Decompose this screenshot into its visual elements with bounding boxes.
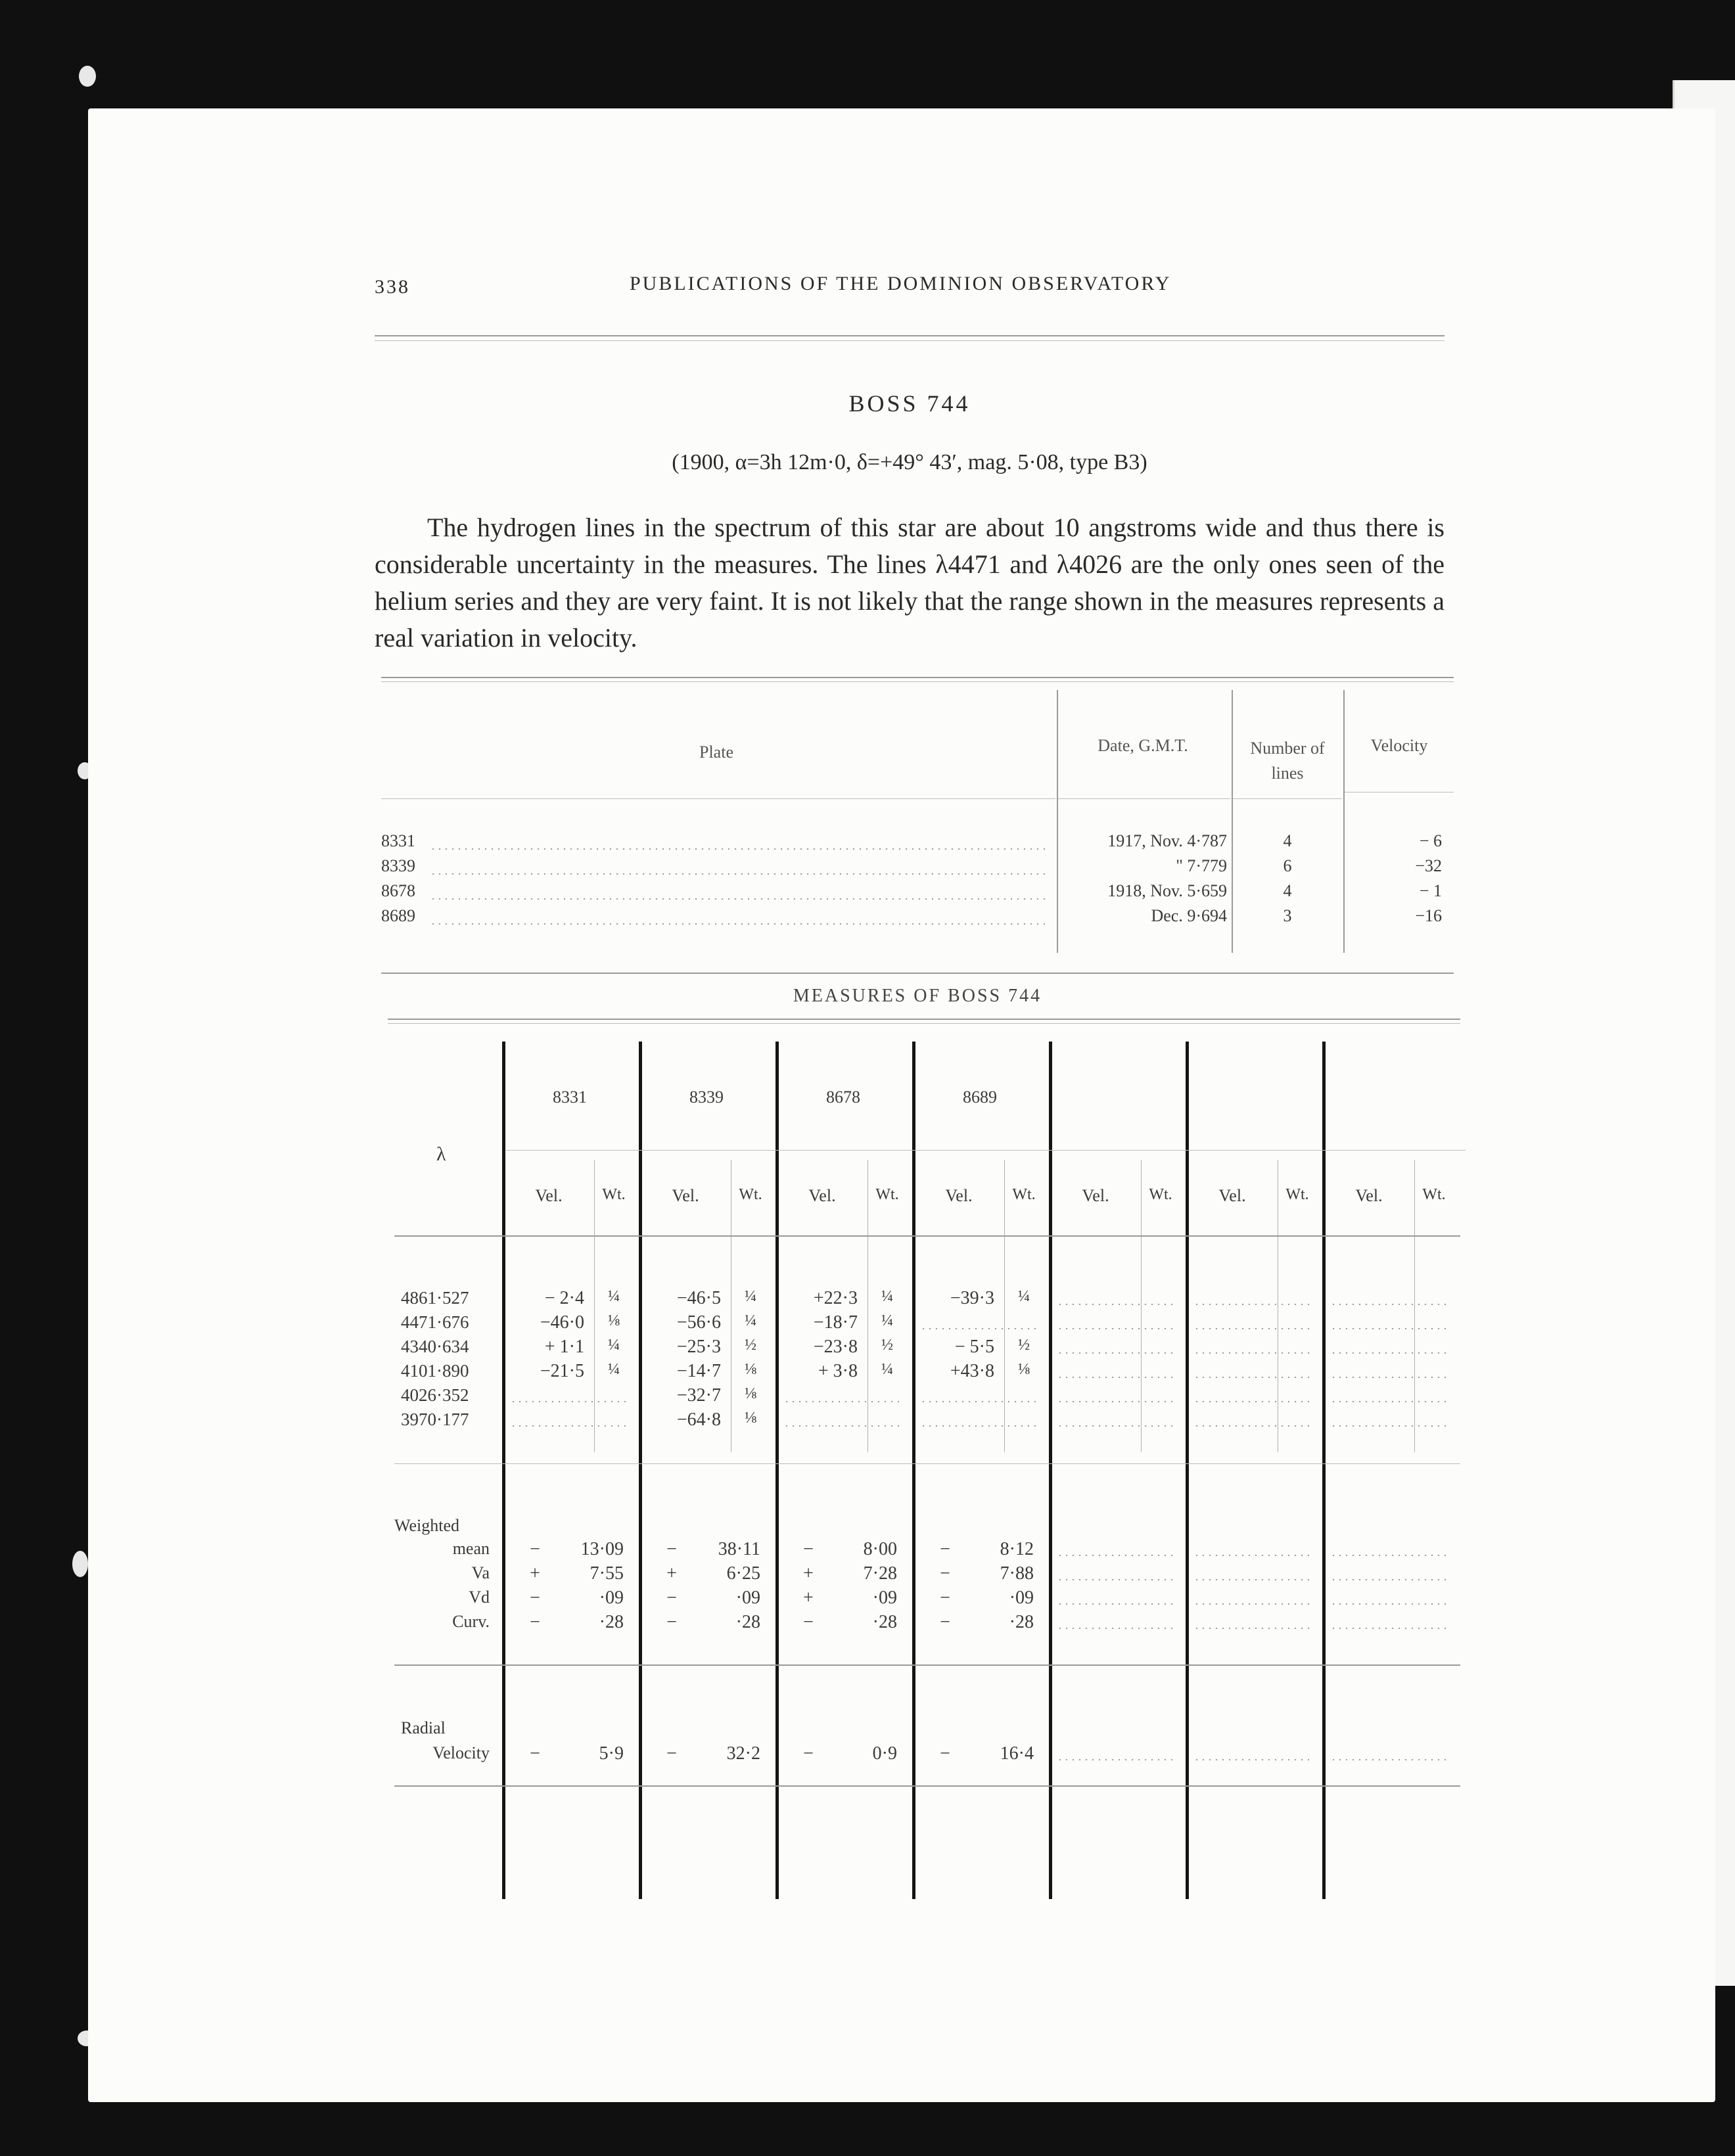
velocity-value: +22·3	[813, 1288, 858, 1308]
wavelength-label: 4340·634	[401, 1337, 469, 1356]
plate-velocity: −32	[1415, 856, 1442, 875]
star-subtitle: (1900, α=3h 12m·0, δ=+49° 43′, mag. 5·08, type B3)	[672, 450, 1147, 474]
weight-value: ¼	[608, 1288, 620, 1305]
velocity-value: − 5·5	[954, 1337, 994, 1357]
mean-label: mean	[452, 1539, 490, 1558]
summary-value: 38·11	[718, 1539, 760, 1559]
radial-sign: −	[666, 1743, 677, 1764]
summary-sign: −	[803, 1612, 814, 1632]
leader-dots	[1057, 1579, 1176, 1580]
summary-sign: +	[666, 1563, 677, 1584]
wt-column-rule	[594, 1160, 595, 1452]
summary-value: ·09	[599, 1588, 624, 1608]
plate-velocity: − 1	[1419, 881, 1442, 900]
summary-value: 7·28	[863, 1563, 897, 1584]
velocity-value: −21·5	[540, 1361, 584, 1381]
summary-sign: +	[530, 1563, 540, 1584]
weight-value: ⅛	[745, 1361, 756, 1378]
leader-dots	[1193, 1304, 1313, 1305]
wavelength-label: 4026·352	[401, 1385, 469, 1405]
plate-lines: 4	[1283, 881, 1292, 900]
weight-value: ¼	[1018, 1288, 1030, 1305]
date-header: Date, G.M.T.	[1098, 736, 1188, 755]
leader-dots	[510, 1401, 630, 1402]
velocity-value: + 3·8	[818, 1361, 858, 1381]
velocity-label: Velocity	[432, 1743, 490, 1762]
plate-velocity: −16	[1415, 906, 1442, 925]
radial-value: 5·9	[599, 1743, 624, 1764]
summary-sign: −	[530, 1588, 540, 1608]
wt-subheader: Wt.	[739, 1186, 762, 1203]
leader-dots	[430, 898, 1048, 900]
header-rule	[375, 340, 1445, 341]
summary-value: 7·88	[1000, 1563, 1034, 1584]
plate-id: 8689	[381, 906, 415, 925]
leader-dots	[1193, 1579, 1313, 1580]
velocity-value: −46·5	[676, 1288, 721, 1308]
summary-value: ·28	[599, 1612, 624, 1632]
summary-value: ·28	[735, 1612, 760, 1632]
lambda-label: λ	[436, 1143, 446, 1165]
leader-dots	[920, 1328, 1040, 1329]
velocity-value: −64·8	[676, 1410, 721, 1430]
radial-sign: −	[530, 1743, 540, 1764]
weight-value: ⅛	[745, 1385, 756, 1402]
plate-lines: 3	[1283, 906, 1292, 925]
leader-dots	[1057, 1401, 1176, 1402]
leader-dots	[1193, 1425, 1313, 1427]
velocity-value: −23·8	[813, 1337, 858, 1357]
leader-dots	[1057, 1328, 1176, 1329]
leader-dots	[920, 1425, 1040, 1427]
leader-dots	[1057, 1628, 1176, 1629]
velocity-value: + 1·1	[544, 1337, 584, 1357]
summary-sign: −	[530, 1612, 540, 1632]
vel-subheader: Vel.	[1082, 1186, 1109, 1205]
vel-subheader: Vel.	[808, 1186, 836, 1205]
plate-velocity: − 6	[1419, 831, 1442, 850]
leader-dots	[1057, 1377, 1176, 1378]
weight-value: ¼	[881, 1312, 893, 1329]
summary-value: 6·25	[726, 1563, 760, 1584]
radial-sign: −	[803, 1743, 814, 1764]
leader-dots	[1057, 1555, 1176, 1556]
summary-value: ·09	[872, 1588, 897, 1608]
wt-column-rule	[1414, 1160, 1415, 1452]
leader-dots	[1193, 1352, 1313, 1354]
leader-dots	[1330, 1304, 1450, 1305]
wt-column-rule	[1004, 1160, 1005, 1452]
page-number: 338	[375, 276, 410, 298]
leader-dots	[1057, 1425, 1176, 1427]
radial-sign: −	[940, 1743, 950, 1764]
leader-dots	[1330, 1425, 1450, 1427]
document-page	[88, 108, 1715, 2102]
star-title: BOSS 744	[848, 390, 971, 417]
velocity-value: −56·6	[676, 1312, 721, 1333]
column-rule	[1049, 1042, 1052, 1899]
wt-subheader: Wt.	[1149, 1186, 1172, 1203]
curv-label: Curv.	[452, 1612, 490, 1631]
plate-date: 1917, Nov. 4·787	[1107, 831, 1227, 850]
vel-subheader: Vel.	[1218, 1186, 1246, 1205]
column-rule	[1322, 1042, 1326, 1899]
summary-value: ·09	[735, 1588, 760, 1608]
plate-id: 8331	[381, 831, 415, 850]
leader-dots	[510, 1425, 630, 1427]
wt-subheader: Wt.	[602, 1186, 626, 1203]
plate-date: 1918, Nov. 5·659	[1107, 881, 1227, 900]
weight-value: ½	[1018, 1337, 1030, 1354]
leader-dots	[1330, 1401, 1450, 1402]
weight-value: ¼	[745, 1288, 756, 1305]
leader-dots	[1193, 1555, 1313, 1556]
weight-value: ⅛	[745, 1410, 756, 1427]
leader-dots	[430, 848, 1048, 850]
leader-dots	[430, 923, 1048, 925]
summary-value: ·09	[1009, 1588, 1034, 1608]
leader-dots	[1057, 1603, 1176, 1605]
column-rule	[1186, 1042, 1189, 1899]
dust-speck	[79, 66, 96, 87]
leader-dots	[1330, 1328, 1450, 1329]
leader-dots	[1330, 1628, 1450, 1629]
summary-sign: −	[940, 1588, 950, 1608]
running-head: PUBLICATIONS OF THE DOMINION OBSERVATORY	[630, 273, 1172, 294]
wt-subheader: Wt.	[1285, 1186, 1309, 1203]
vel-subheader: Vel.	[945, 1186, 973, 1205]
summary-value: 13·09	[580, 1539, 624, 1559]
wavelength-label: 4101·890	[401, 1361, 469, 1381]
summary-sign: −	[803, 1539, 814, 1559]
leader-dots	[1330, 1603, 1450, 1605]
section-rule	[394, 1664, 1460, 1666]
radial-value: 0·9	[872, 1743, 897, 1764]
leader-dots	[1330, 1759, 1450, 1760]
plate-column-header: 8331	[553, 1088, 587, 1107]
wavelength-label: 3970·177	[401, 1410, 469, 1429]
weight-value: ¼	[608, 1361, 620, 1378]
weight-value: ½	[745, 1337, 756, 1354]
plate-header: Plate	[699, 743, 733, 762]
velocity-value: +43·8	[950, 1361, 994, 1381]
leader-dots	[1193, 1759, 1313, 1760]
leader-dots	[1193, 1401, 1313, 1402]
plate-column-header: 8678	[826, 1088, 860, 1107]
wt-subheader: Wt.	[1012, 1186, 1036, 1203]
wavelength-label: 4861·527	[401, 1288, 469, 1308]
plate-column-header: 8339	[689, 1088, 724, 1107]
velocity-value: −25·3	[676, 1337, 721, 1357]
leader-dots	[1057, 1352, 1176, 1354]
wt-subheader: Wt.	[875, 1186, 899, 1203]
summary-sign: +	[803, 1588, 814, 1608]
header-rule	[375, 335, 1445, 336]
wt-column-rule	[1141, 1160, 1142, 1452]
summary-sign: −	[940, 1563, 950, 1584]
plate-date: Dec. 9·694	[1151, 906, 1227, 925]
leader-dots	[1330, 1579, 1450, 1580]
column-rule	[775, 1042, 779, 1899]
leader-dots	[1330, 1555, 1450, 1556]
leader-dots	[1057, 1304, 1176, 1305]
summary-sign: −	[940, 1612, 950, 1632]
radial-label: Radial	[401, 1718, 446, 1737]
summary-value: 8·12	[1000, 1539, 1034, 1559]
header-rule	[506, 1150, 1466, 1151]
radial-value: 32·2	[726, 1743, 760, 1764]
vd-label: Vd	[469, 1588, 490, 1607]
summary-sign: −	[666, 1539, 677, 1559]
leader-dots	[430, 873, 1048, 875]
measures-title: MEASURES OF BOSS 744	[793, 986, 1042, 1006]
vel-subheader: Vel.	[1355, 1186, 1383, 1205]
column-rule	[912, 1042, 915, 1899]
velocity-value: −18·7	[813, 1312, 858, 1333]
weight-value: ⅛	[1018, 1361, 1030, 1378]
vel-subheader: Vel.	[672, 1186, 699, 1205]
plate-lines: 4	[1283, 831, 1292, 850]
wavelength-label: 4471·676	[401, 1312, 469, 1332]
table-bottom-rule	[394, 1785, 1460, 1787]
vel-subheader: Vel.	[535, 1186, 563, 1205]
leader-dots	[1330, 1352, 1450, 1354]
radial-value: 16·4	[1000, 1743, 1034, 1764]
leader-dots	[783, 1425, 903, 1427]
leader-dots	[783, 1401, 903, 1402]
dust-speck	[72, 1551, 88, 1577]
va-label: Va	[471, 1563, 490, 1582]
leader-dots	[1057, 1759, 1176, 1760]
velocity-value: −39·3	[950, 1288, 994, 1308]
weight-value: ¼	[881, 1288, 893, 1305]
velocity-value: − 2·4	[544, 1288, 584, 1308]
column-rule	[639, 1042, 642, 1899]
plate-lines: 6	[1283, 856, 1292, 875]
lines-header: Number of lines	[1250, 739, 1325, 783]
description-paragraph: The hydrogen lines in the spectrum of this star are about 10 angstroms wide and thus there is considerable uncertainty in the measures. The lines λ4471 and λ4026 are the only ones seen of the helium series and they are very faint. It is not likely that the range shown in the measures represents a real variation in velocity.	[375, 513, 1445, 653]
weighted-label: Weighted	[394, 1516, 459, 1535]
velocity-value: −32·7	[676, 1385, 721, 1406]
velocity-header: Velocity	[1370, 736, 1428, 755]
summary-sign: −	[940, 1539, 950, 1559]
velocity-value: −14·7	[676, 1361, 721, 1381]
plate-date: " 7·779	[1176, 856, 1227, 875]
summary-sign: −	[530, 1539, 540, 1559]
leader-dots	[1193, 1328, 1313, 1329]
leader-dots	[920, 1401, 1040, 1402]
summary-value: ·28	[872, 1612, 897, 1632]
weight-value: ¼	[608, 1337, 620, 1354]
summary-sign: +	[803, 1563, 814, 1584]
summary-value: ·28	[1009, 1612, 1034, 1632]
section-rule	[394, 1463, 1460, 1464]
weight-value: ½	[881, 1337, 893, 1354]
summary-value: 7·55	[590, 1563, 624, 1584]
weight-value: ¼	[881, 1361, 893, 1378]
leader-dots	[1330, 1377, 1450, 1378]
plate-column-header: 8689	[963, 1088, 997, 1107]
summary-sign: −	[666, 1612, 677, 1632]
velocity-value: −46·0	[540, 1312, 584, 1333]
wt-subheader: Wt.	[1422, 1186, 1446, 1203]
weight-value: ¼	[745, 1312, 756, 1329]
leader-dots	[1193, 1603, 1313, 1605]
summary-sign: −	[666, 1588, 677, 1608]
column-rule	[502, 1042, 505, 1899]
summary-value: 8·00	[863, 1539, 897, 1559]
leader-dots	[1193, 1377, 1313, 1378]
plate-id: 8339	[381, 856, 415, 875]
weight-value: ⅛	[608, 1312, 620, 1329]
subheader-rule	[394, 1235, 1460, 1237]
leader-dots	[1193, 1628, 1313, 1629]
plate-id: 8678	[381, 881, 415, 900]
